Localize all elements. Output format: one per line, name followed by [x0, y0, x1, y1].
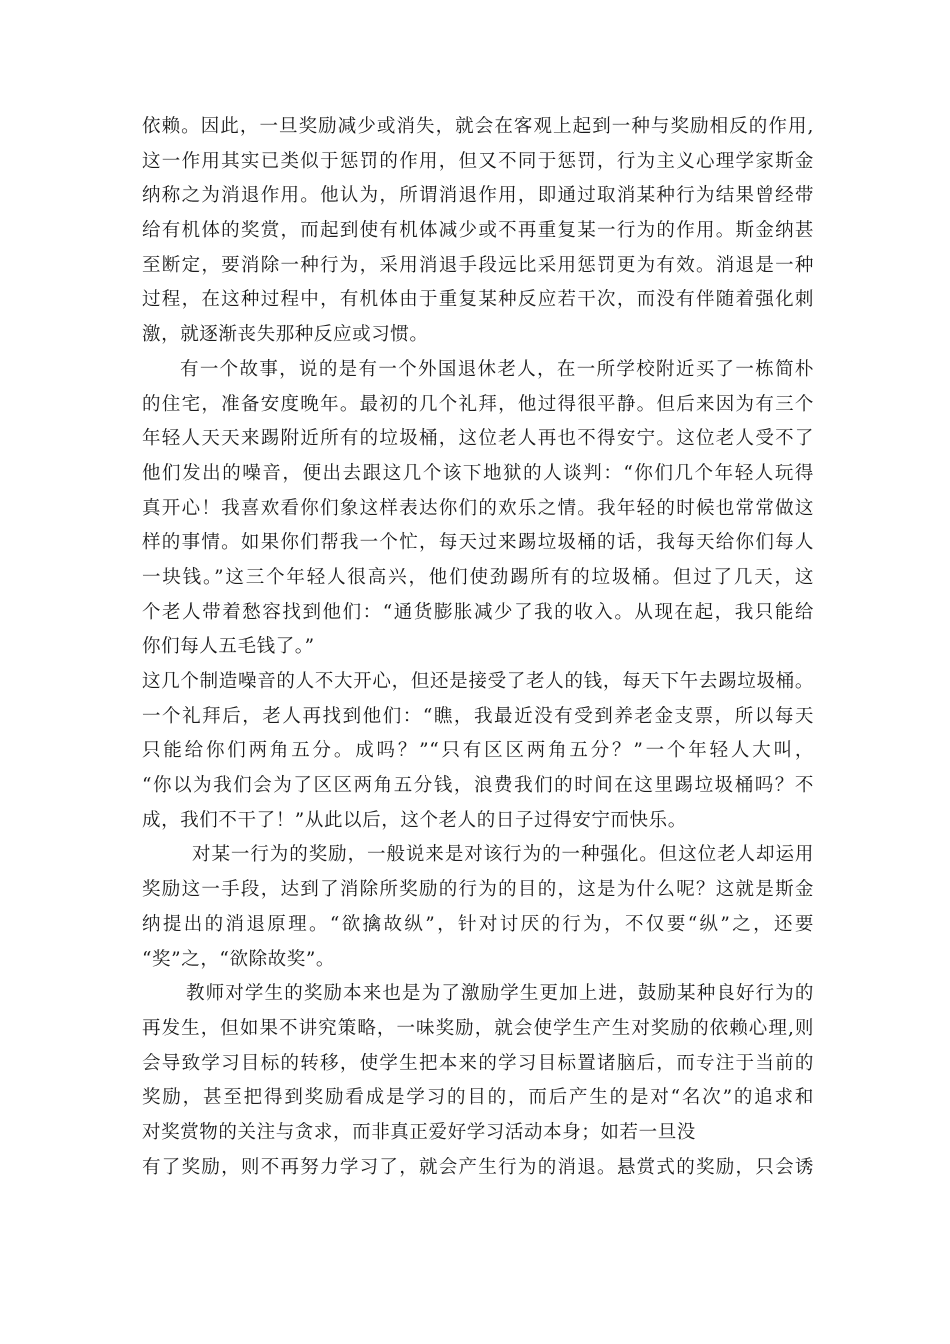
- text-line: 年轻人天天来踢附近所有的垃圾桶，这位老人再也不得安宁。这位老人受不了: [142, 428, 814, 450]
- text-line: 至断定，要消除一种行为，采用消退手段远比采用惩罚更为有效。消退是一种: [142, 254, 814, 276]
- text-line: 奖励这一手段，达到了消除所奖励的行为的目的，这是为什么呢？这就是斯金: [142, 879, 814, 901]
- text-line: 成，我们不干了！”从此以后，这个老人的日子过得安宁而快乐。: [142, 809, 687, 831]
- text-line: 对奖赏物的关注与贪求，而非真正爱好学习活动本身；如若一旦没: [142, 1121, 696, 1143]
- text-line: 只能给你们两角五分。成吗？”“只有区区两角五分？”一个年轻人大叫，: [142, 740, 814, 762]
- text-line: 纳提出的消退原理。“欲擒故纵”，针对讨厌的行为，不仅要“纵”之，还要: [142, 913, 814, 935]
- text-line: 再发生，但如果不讲究策略，一味奖励，就会使学生产生对奖励的依赖心理,则: [142, 1017, 814, 1039]
- text-line: 纳称之为消退作用。他认为，所谓消退作用，即通过取消某种行为结果曾经带: [142, 185, 814, 207]
- text-line: 一个礼拜后，老人再找到他们：“瞧，我最近没有受到养老金支票，所以每天: [142, 705, 814, 727]
- text-line: 样的事情。如果你们帮我一个忙，每天过来踢垃圾桶的话，我每天给你们每人: [142, 532, 814, 554]
- text-line: 他们发出的噪音，便出去跟这几个该下地狱的人谈判：“你们几个年轻人玩得: [142, 462, 814, 484]
- text-line: 过程，在这种过程中，有机体由于重复某种反应若干次，而没有伴随着强化刺: [142, 289, 814, 311]
- text-line: 激，就逐渐丧失那种反应或习惯。: [142, 324, 429, 346]
- text-line: 有一个故事，说的是有一个外国退休老人，在一所学校附近买了一栋简朴: [180, 358, 814, 380]
- text-line: 真开心！我喜欢看你们象这样表达你们的欢乐之情。我年轻的时候也常常做这: [142, 497, 814, 519]
- text-line: 依赖。因此，一旦奖励减少或消失，就会在客观上起到一种与奖励相反的作用,: [142, 116, 814, 137]
- text-line: 的住宅，准备安度晚年。最初的几个礼拜，他过得很平静。但后来因为有三个: [142, 393, 814, 415]
- text-line: 这几个制造噪音的人不大开心，但还是接受了老人的钱，每天下午去踢垃圾桶。: [142, 671, 814, 692]
- text-line: 会导致学习目标的转移，使学生把本来的学习目标置诸脑后，而专注于当前的: [142, 1052, 814, 1074]
- text-line: 个老人带着愁容找到他们：“通货膨胀减少了我的收入。从现在起，我只能给: [142, 601, 814, 623]
- text-line: 一块钱。”这三个年轻人很高兴，他们使劲踢所有的垃圾桶。但过了几天，这: [142, 566, 814, 588]
- text-line: “你以为我们会为了区区两角五分钱，浪费我们的时间在这里踢垃圾桶吗？不: [142, 775, 814, 797]
- text-line: 给有机体的奖赏，而起到使有机体减少或不再重复某一行为的作用。斯金纳甚: [142, 220, 814, 242]
- text-line: 这一作用其实已类似于惩罚的作用，但又不同于惩罚，行为主义心理学家斯金: [142, 150, 814, 172]
- text-line: 对某一行为的奖励，一般说来是对该行为的一种强化。但这位老人却运用: [192, 844, 814, 866]
- text-line: 有了奖励，则不再努力学习了，就会产生行为的消退。悬赏式的奖励，只会诱: [142, 1156, 814, 1178]
- text-line: 你们每人五毛钱了。”: [142, 636, 315, 658]
- text-line: 教师对学生的奖励本来也是为了激励学生更加上进，鼓励某种良好行为的: [186, 983, 814, 1005]
- text-line: 奖励，甚至把得到奖励看成是学习的目的，而后产生的是对“名次”的追求和: [142, 1087, 814, 1109]
- text-line: “奖”之，“欲除故奖”。: [142, 948, 336, 970]
- body-text: [142, 110, 814, 1185]
